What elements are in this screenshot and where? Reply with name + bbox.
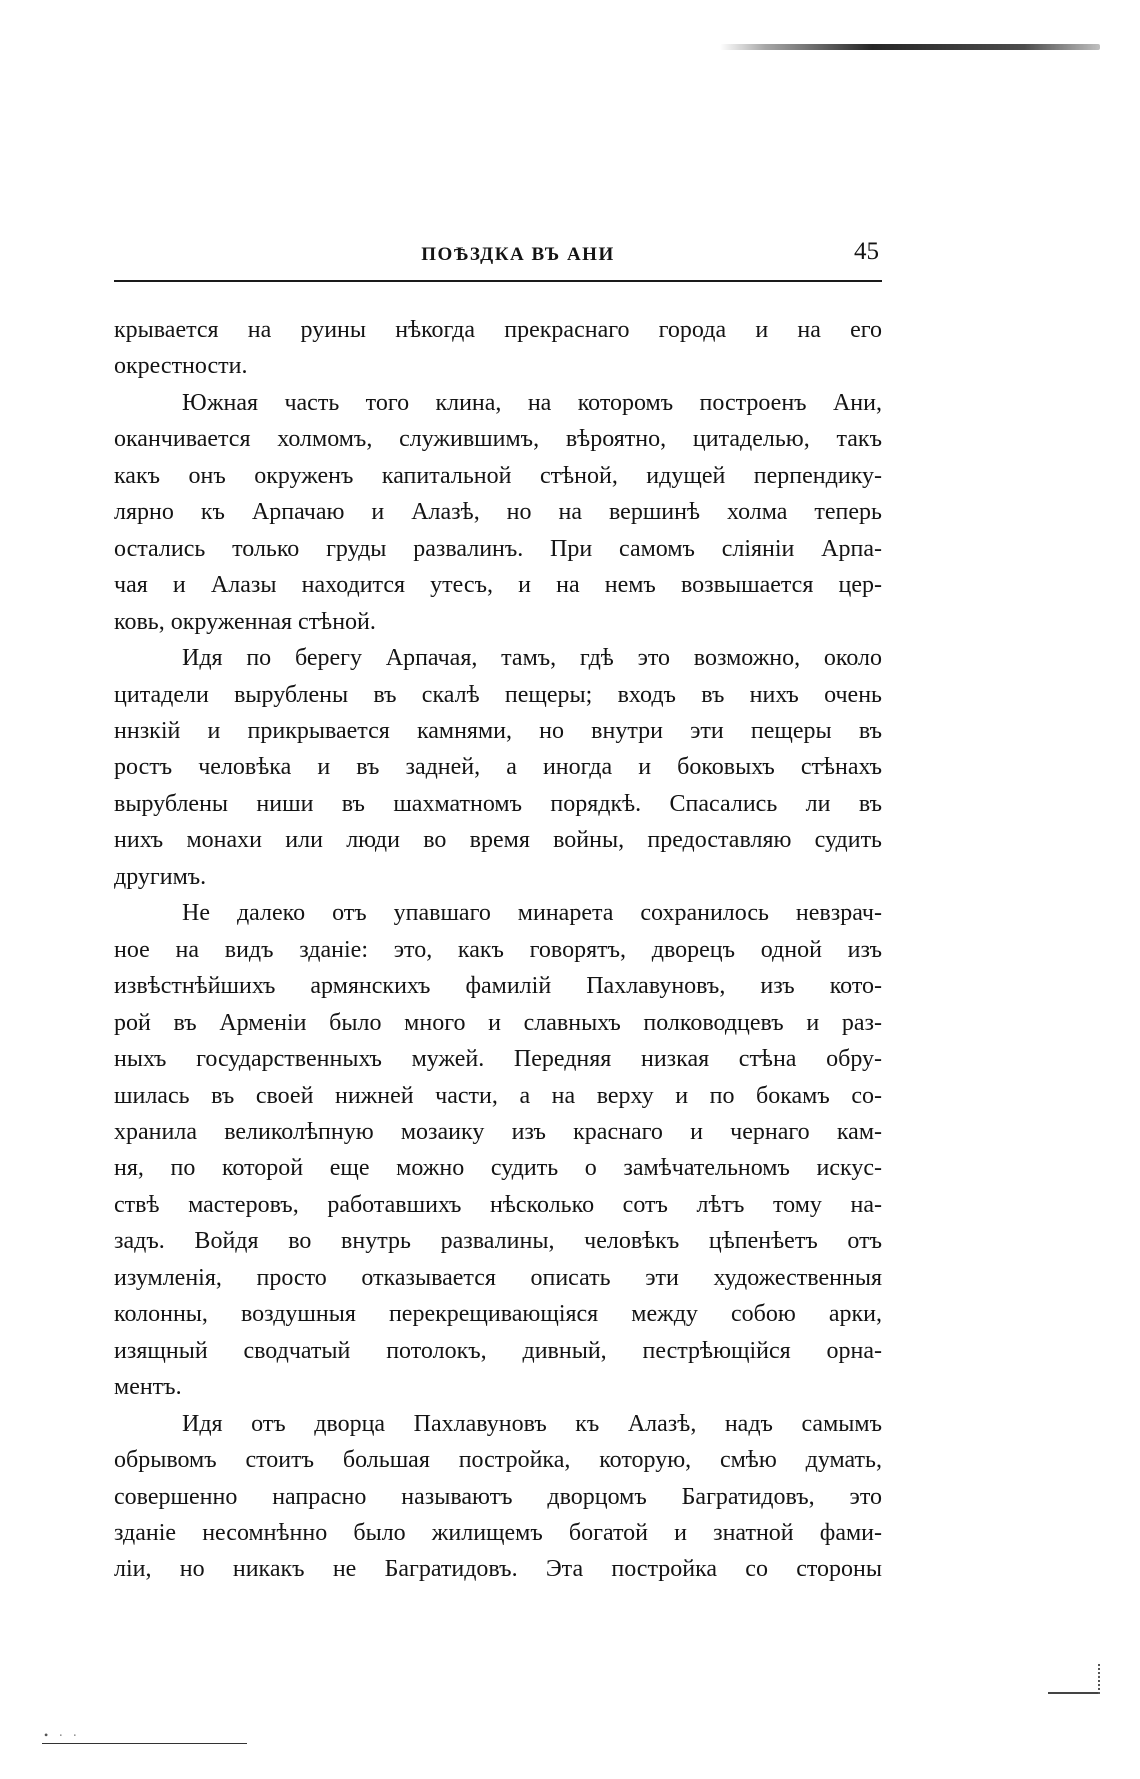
scan-artifact-right-tick <box>1098 1664 1102 1694</box>
text-line: Южная часть того клина, на которомъ построенъ Ани, <box>182 389 882 416</box>
text-line: чая и Алазы находится утесъ, и на немъ возвышается цер- <box>114 572 882 599</box>
text-line: хранила великолѣпную мозаику изъ краснаго и чернаго кам- <box>114 1118 882 1145</box>
scan-artifact-bottom-dots: • ∙ ∙ <box>44 1728 81 1742</box>
scan-artifact-right-mark <box>1048 1692 1100 1694</box>
text-line: Идя по берегу Арпачая, тамъ, гдѣ это возможно, около <box>182 645 882 672</box>
scan-artifact-top <box>720 44 1100 50</box>
text-line: какъ онъ окруженъ капитальной стѣной, идущей перпендику- <box>114 462 882 489</box>
text-line: задъ. Войдя во внутрь развалины, человѣкъ цѣпенѣетъ отъ <box>114 1228 882 1255</box>
text-line: другимъ. <box>114 863 207 890</box>
text-line: лярно къ Арпачаю и Алазѣ, но на вершинѣ холма теперь <box>114 499 882 526</box>
text-line: вырублены ниши въ шахматномъ порядкѣ. Спасались ли въ <box>114 790 882 817</box>
text-line: Идя отъ дворца Пахлавуновъ къ Алазѣ, надъ самымъ <box>182 1410 882 1437</box>
text-line: ное на видъ зданіе: это, какъ говорятъ, дворецъ одной изъ <box>114 936 882 963</box>
paragraph <box>114 312 882 385</box>
text-line: извѣстнѣйшихъ армянскихъ фамилій Пахлавуновъ, изъ кото- <box>114 973 882 1000</box>
text-line: окрестности. <box>114 353 248 380</box>
text-line: зданіе несомнѣнно было жилищемъ богатой и знатной фами- <box>114 1519 882 1546</box>
text-line: ментъ. <box>114 1374 182 1401</box>
page-number: 45 <box>854 238 879 265</box>
running-title: ПОѢЗДКА ВЪ АНИ <box>421 244 615 265</box>
text-line: ліи, но никакъ не Багратидовъ. Эта постройка со стороны <box>114 1556 882 1583</box>
text-line: изумленія, просто отказывается описать эти художественныя <box>114 1264 882 1291</box>
text-line: ковь, окруженная стѣной. <box>114 608 376 635</box>
text-line: крывается на руины нѣкогда прекраснаго города и на его <box>114 317 882 343</box>
header-rule <box>114 280 882 282</box>
text-line: ннзкій и прикрывается камнями, но внутри эти пещеры въ <box>114 717 882 744</box>
text-line: обрывомъ стоитъ большая постройка, которую, смѣю думать, <box>114 1447 882 1474</box>
text-line: ствѣ мастеровъ, работавшихъ нѣсколько сотъ лѣтъ тому на- <box>114 1191 882 1218</box>
text-line: колонны, воздушныя перекрещивающіяся между собою арки, <box>114 1301 882 1328</box>
paragraph <box>114 1406 882 1588</box>
text-line: оканчивается холмомъ, служившимъ, вѣроятно, цитаделью, такъ <box>114 426 882 453</box>
paragraph <box>114 640 882 895</box>
text-line: ня, по которой еще можно судить о замѣчательномъ искус- <box>114 1155 882 1182</box>
paragraph <box>114 895 882 1405</box>
text-line: остались только груды развалинъ. При самомъ сліяніи Арпа- <box>114 535 882 562</box>
text-line: ныхъ государственныхъ мужей. Передняя низкая стѣна обру- <box>114 1046 882 1073</box>
text-line: изящный сводчатый потолокъ, дивный, пестрѣющійся орна- <box>114 1337 882 1364</box>
text-line: шилась въ своей нижней части, а на верху и по бокамъ со- <box>114 1082 882 1109</box>
paragraph <box>114 385 882 640</box>
text-line: Не далеко отъ упавшаго минарета сохранилось невзрач- <box>182 900 882 927</box>
running-head <box>114 238 882 278</box>
text-line: цитадели вырублены въ скалѣ пещеры; входъ въ нихъ очень <box>114 681 882 708</box>
text-line: рой въ Арменіи было много и славныхъ полководцевъ и раз- <box>114 1009 882 1036</box>
text-line: нихъ монахи или люди во время войны, предоставляю судить <box>114 827 882 854</box>
scan-artifact-bottom-line <box>42 1743 247 1744</box>
text-line: ростъ человѣка и въ задней, а иногда и боковыхъ стѣнахъ <box>114 754 882 781</box>
body-text <box>114 312 882 1588</box>
text-line: совершенно напрасно называютъ дворцомъ Багратидовъ, это <box>114 1483 882 1510</box>
